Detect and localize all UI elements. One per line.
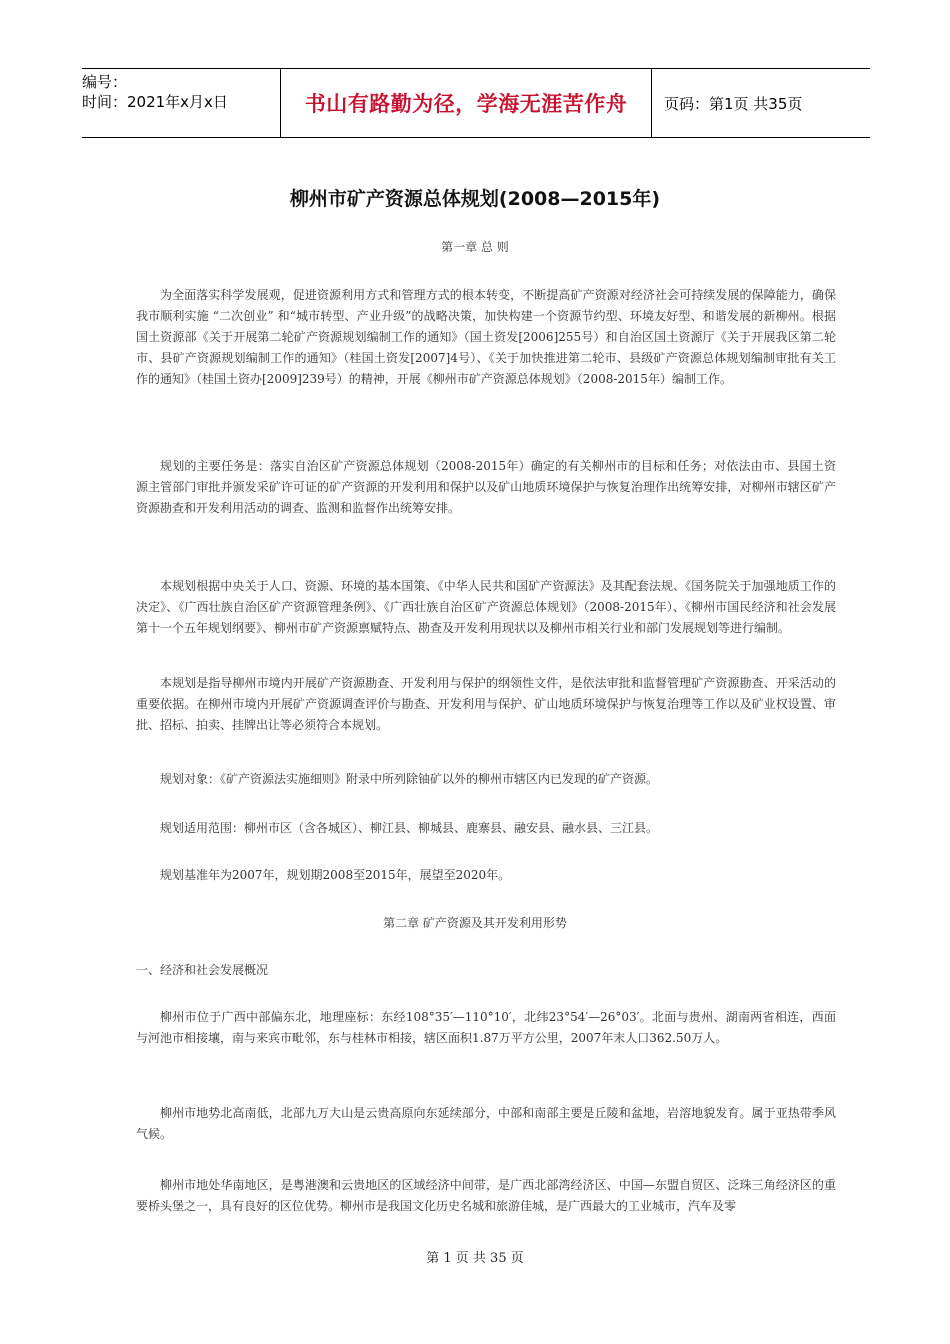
paragraph: 柳州市地处华南地区，是粤港澳和云贵地区的区域经济中间带，是广西北部湾经济区、中国—东盟自贸区、泛珠三角经济区的重要桥头堡之一，具有良好的区位优势。柳州市是我国文化历史名城和旅游佳城，是广西最大的工业城市，汽车及零 (136, 1178, 836, 1213)
page-header (82, 68, 870, 138)
paragraph: 规划对象：《矿产资源法实施细则》附录中所列除铀矿以外的柳州市辖区内已发现的矿产资源。 (160, 772, 659, 786)
header-page-info: 页码：第1页 共35页 (664, 94, 803, 113)
document-title: 柳州市矿产资源总体规划(2008—2015年) (289, 188, 661, 210)
chapter-heading-2: 第二章 矿产资源及其开发利用形势 (383, 916, 567, 930)
header-motto: 书山有路勤为径，学海无涯苦作舟 (304, 92, 628, 116)
section-heading: 一、经济和社会发展概况 (136, 963, 269, 977)
paragraph: 规划适用范围：柳州市区（含各城区）、柳江县、柳城县、鹿寨县、融安县、融水县、三江县。 (160, 821, 659, 835)
header-number: 编号： (82, 73, 128, 91)
paragraph: 本规划根据中央关于人口、资源、环境的基本国策、《中华人民共和国矿产资源法》及其配套法规、《国务院关于加强地质工作的决定》、《广西壮族自治区矿产资源管理条例》、《广西壮族自治区矿产资源总体规划》（2008-2015年）、《柳州市国民经济和社会发展第十一个五年规划纲要》、柳州市矿产资源禀赋特点、勘查及开发利用现状以及柳州市相关行业和部门发展规划等进行编制。 (136, 579, 836, 635)
paragraph: 规划基准年为2007年，规划期2008至2015年，展望至2020年。 (160, 868, 511, 882)
paragraph: 规划的主要任务是：落实自治区矿产资源总体规划（2008-2015年）确定的有关柳州市的目标和任务；对依法由市、县国土资源主管部门审批并颁发采矿许可证的矿产资源的开发利用和保护以及矿山地质环境保护与恢复治理作出统筹安排，对柳州市辖区矿产资源勘查和开发利用活动的调查、监测和监督作出统筹安排。 (136, 459, 836, 515)
header-meta (82, 69, 280, 137)
page-footer: 第 1 页 共 35 页 (426, 1251, 524, 1266)
paragraph: 为全面落实科学发展观，促进资源利用方式和管理方式的根本转变，不断提高矿产资源对经济社会可持续发展的保障能力，确保我市顺利实施 “二次创业” 和“城市转型、产业升级”的战略决策，加快构建一个资源节约型、环境友好型、和谐发展的新柳州。根据国土资源部《关于开展第二轮矿产资源规划编制工作的通知》（国土资发[2006]255号）和自治区国土资源厅《关于开展我区第二轮市、县矿产资源规划编制工作的通知》（桂国土资发[2007]4号）、《关于加快推进第二轮市、县级矿产资源总体规划编制审批有关工作的通知》（桂国土资办[2009]239号）的精神，开展《柳州市矿产资源总体规划》（2008-2015年）编制工作。 (136, 288, 836, 386)
header-motto-cell (280, 69, 652, 137)
paragraph: 本规划是指导柳州市境内开展矿产资源勘查、开发利用与保护的纲领性文件，是依法审批和监督管理矿产资源勘查、开采活动的重要依据。在柳州市境内开展矿产资源调查评价与勘查、开发利用与保护、矿山地质环境保护与恢复治理等工作以及矿业权设置、审批、招标、拍卖、挂牌出让等必须符合本规划。 (136, 676, 836, 732)
paragraph: 柳州市位于广西中部偏东北，地理座标：东经108°35′—110°10′，北纬23°54′—26°03′。北面与贵州、湖南两省相连，西面与河池市相接壤，南与来宾市毗邻，东与桂林市相接，辖区面积1.87万平方公里，2007年末人口362.50万人。 (136, 1010, 836, 1045)
chapter-heading-1: 第一章 总 则 (441, 240, 509, 254)
header-time: 时间：2021年x月x日 (82, 93, 228, 111)
paragraph: 柳州市地势北高南低，北部九万大山是云贵高原向东延续部分，中部和南部主要是丘陵和盆地，岩溶地貌发育。属于亚热带季风气候。 (136, 1106, 836, 1141)
